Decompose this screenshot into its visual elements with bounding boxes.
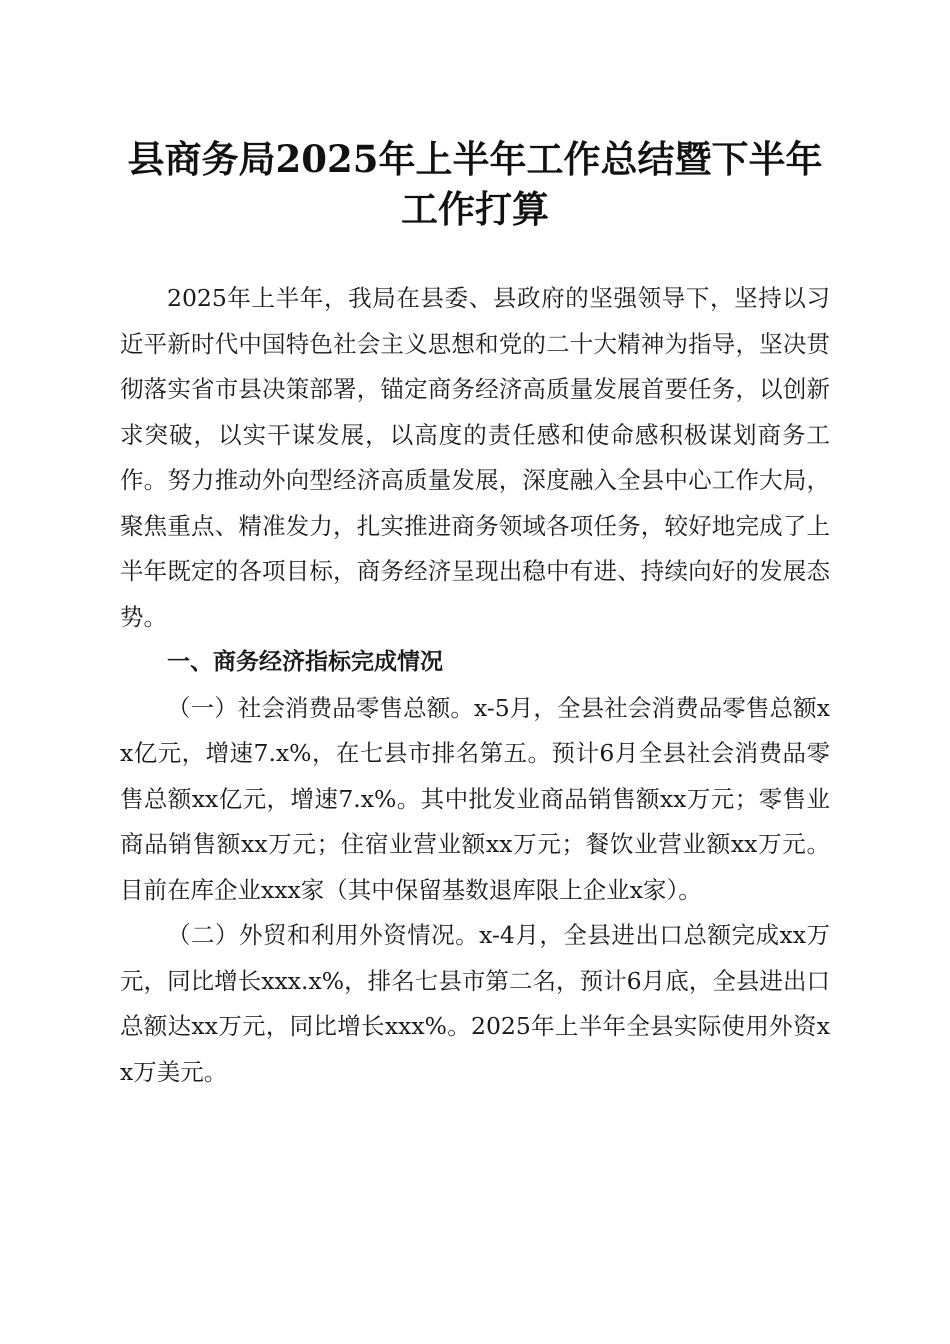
foreign-trade-paragraph: （二）外贸和利用外资情况。x-4月，全县进出口总额完成xx万元，同比增长xxx.x%，排名七县市第二名，预计6月底，全县进出口总额达xx万元，同比增长xxx%。2025年上半年全县实际使用外资xx万美元。	[120, 921, 830, 1086]
document-title: 县商务局2025年上半年工作总结暨下半年工作打算	[127, 137, 823, 231]
intro-paragraph: 2025年上半年，我局在县委、县政府的坚强领导下，坚持以习近平新时代中国特色社会主义思想和党的二十大精神为指导，坚决贯彻落实省市县决策部署，锚定商务经济高质量发展首要任务，以创新求突破，以实干谋发展，以高度的责任感和使命感积极谋划商务工作。努力推动外向型经济高质量发展，深度融入全县中心工作大局，聚焦重点、精准发力，扎实推进商务领域各项任务，较好地完成了上半年既定的各项目标，商务经济呈现出稳中有进、持续向好的发展态势。	[120, 284, 830, 631]
section-heading: 一、商务经济指标完成情况	[167, 649, 443, 675]
retail-sales-paragraph: （一）社会消费品零售总额。x-5月，全县社会消费品零售总额xx亿元，增速7.x%，在七县市排名第五。预计6月全县社会消费品零售总额xx亿元，增速7.x%。其中批发业商品销售额xx万元；零售业商品销售额xx万元；住宿业营业额xx万元；餐饮业营业额xx万元。目前在库企业xxx家（其中保留基数退库限上企业x家）。	[120, 693, 830, 904]
document-body	[120, 276, 830, 1095]
